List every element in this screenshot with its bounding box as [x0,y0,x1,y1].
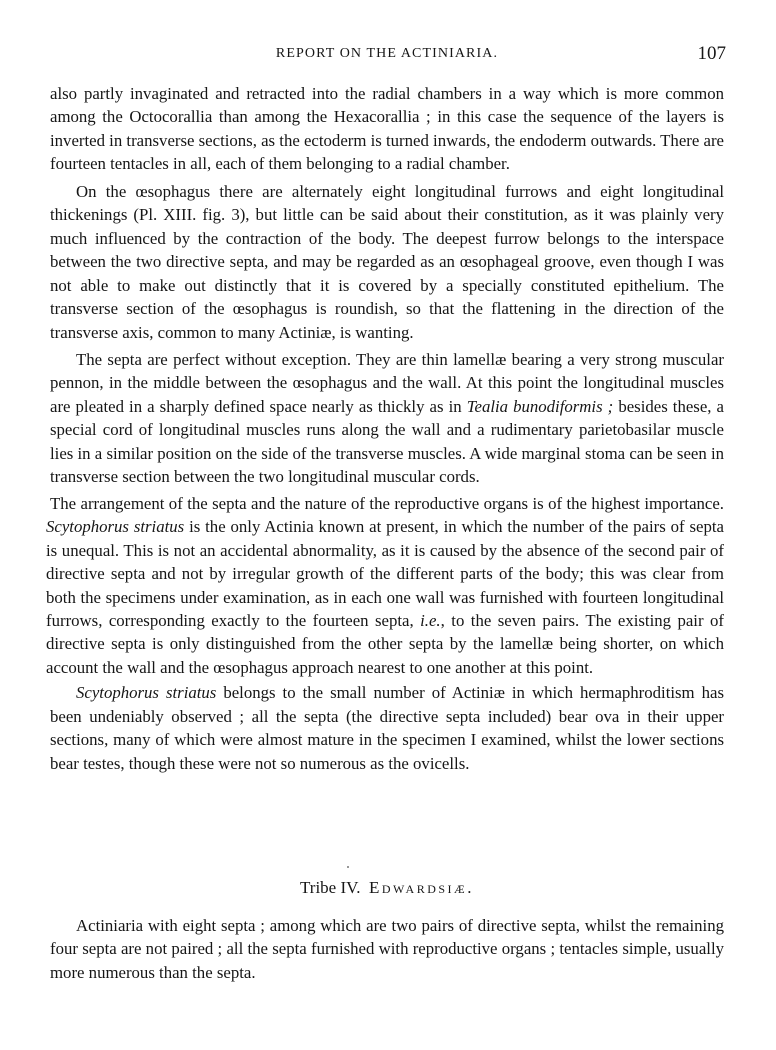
tribe-label: Tribe IV. [300,878,361,897]
definition-paragraph: Actiniaria with eight septa ; among which are two pairs of directive septa, whilst the remaining four septa are not paired ; all the septa furnished with reproductive organs ; tentacles simple, usually more numerous than the septa. [50,916,724,982]
species-name-tealia: Tealia bunodiformis ; [466,396,614,416]
paragraph-5-text: belongs to the small number of Actiniæ in which hermaphroditism has been undeniably observed ; all the septa (the directive septa included) bear ova in their upper sections, many of which were almost mature in the specimen I examined, whilst the lower sections bear testes, though these were not so numerous as the ovicells. [50,683,724,773]
paragraph-2 [50,180,724,344]
paragraph-3-text-b: besides these, a special cord of longitudinal muscles runs along the wall and a rudimentary parietobasilar muscle lies in a similar position on the side of the transverse muscles. A wide marginal stoma can be seen in transverse section between the two longitudinal muscular cords. [50,396,724,487]
species-name-scytophorus: Scytophorus striatus [46,517,185,537]
tribe-definition [50,914,724,984]
species-name-scytophorus-2: Scytophorus striatus [76,683,217,703]
paragraph-2-text: On the œsophagus there are alternately eight longitudinal furrows and eight longitudinal thickenings (Pl. XIII. fig. 3), but little can be said about their constitution, as it was plainly very much influenced by the contraction of the body. The deepest furrow belongs to the interspace between the two directive septa, and may be regarded as an œsophageal groove, even though I was not able to make out distinctly that it is covered by a specially constituted epithelium. The transverse section of the œsophagus is roundish, so that the flattening in the direction of the transverse axis, common to many Actiniæ, is wanting. [50,181,724,342]
page-header [48,44,726,68]
section-heading [50,878,724,898]
paragraph-4-text-b: is the only Actinia known at present, in which the number of the pairs of septa is unequal. This is not an accidental abnormality, as it is caused by the absence of the second pair of directive septa and not by irregular growth of the different parts of the body; this was clear from both the specimens under examination, as in each one wall was furnished with fourteen longitudinal furrows, corresponding exactly to the fourteen septa, [46,517,724,630]
print-speck [347,866,349,868]
paragraph-4 [46,492,724,680]
tribe-name: Edwardsiæ. [368,878,474,897]
body-text [46,82,724,775]
page-number: 107 [697,43,726,64]
paragraph-3 [50,348,724,489]
paragraph-4-text-a: The arrangement of the septa and the nature of the reproductive organs is of the highest importance. [50,493,724,513]
paragraph-1 [50,82,724,176]
paragraph-3-text-a: The septa are perfect without exception. They are thin lamellæ bearing a very strong muscular pennon, in the middle between the œsophagus and the wall. At this point the longitudinal muscles are pleated in a sharply defined space nearly as thickly as in [50,349,724,416]
paragraph-5 [50,681,724,775]
paragraph-4-text-c: , to the seven pairs. The existing pair of directive septa is only distinguished from the other septa by the lamellæ being shorter, on which account the wall and the œsophagus approach nearest to one another at this point. [46,610,724,677]
paragraph-1-text: also partly invaginated and retracted into the radial chambers in a way which is more common among the Octocorallia than among the Hexacorallia ; in this case the sequence of the layers is inverted in transverse sections, as the ectoderm is turned inwards, the endoderm outwards. There are fourteen tentacles in all, each of them belonging to a radial chamber. [50,84,724,174]
abbreviation-ie: i.e. [420,610,441,630]
running-title: REPORT ON THE ACTINIARIA. [275,46,499,61]
